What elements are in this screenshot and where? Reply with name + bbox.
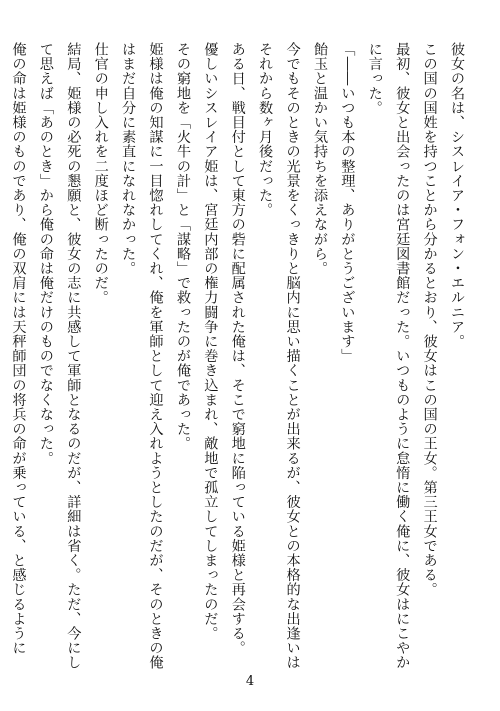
text-line: はまだ自分に素直になれなかった。	[120, 42, 137, 276]
text-line: 今でもそのときの光景をくっきりと脳内に思い描くことが出来るが、彼女との本格的な出逢いは	[284, 42, 301, 670]
vertical-text-body	[10, 42, 470, 670]
text-line: 仕官の申し入れを二度ほど断ったのだ。	[92, 42, 109, 305]
text-line: て思えば「あのとき」から俺の命は俺だけのものでなくなった。	[37, 42, 54, 466]
text-line: 飴玉と温かい気持ちを添えながら。	[311, 42, 328, 276]
page-number: 4	[245, 674, 255, 689]
text-line: 結局、姫様の必死の懇願と、彼女の志に共感して軍師となるのだが、詳細は省く。ただ、今にし	[65, 42, 82, 670]
text-line: それから数ヶ月後だった。	[257, 42, 274, 218]
text-line: 最初、彼女と出会ったのは宮廷図書館だった。いつものように怠惰に働く俺に、彼女はにこやか	[394, 42, 411, 670]
text-line: 姫様は俺の知謀に一目惚れしてくれ、俺を軍師として迎え入れようとしたのだが、そのときの俺	[147, 42, 164, 670]
text-line: に言った。	[366, 42, 383, 115]
text-line: ある日、戦目付として東方の砦に配属された俺は、そこで窮地に陥っている姫様と再会する。	[229, 42, 246, 656]
text-line: 彼女の名は、シスレイア・フォン・エルニア。	[449, 42, 465, 349]
text-line: 優しいシスレイア姫は、宮廷内部の権力闘争に巻き込まれ、敵地で孤立してしまったのだ。	[202, 42, 219, 641]
text-line: 俺の命は姫様のものであり、俺の双肩には天秤師団の将兵の命が乗っている、と感じるように	[10, 42, 27, 656]
text-line: この国の国姓を持つことから分かるとおり、彼女はこの国の王女。第三王女である。	[421, 42, 438, 597]
text-line: その窮地を「火牛の計」と「謀略」で救ったのが俺であった。	[174, 42, 191, 451]
text-line: 「――いつも本の整理、ありがとうございます」	[339, 42, 356, 364]
